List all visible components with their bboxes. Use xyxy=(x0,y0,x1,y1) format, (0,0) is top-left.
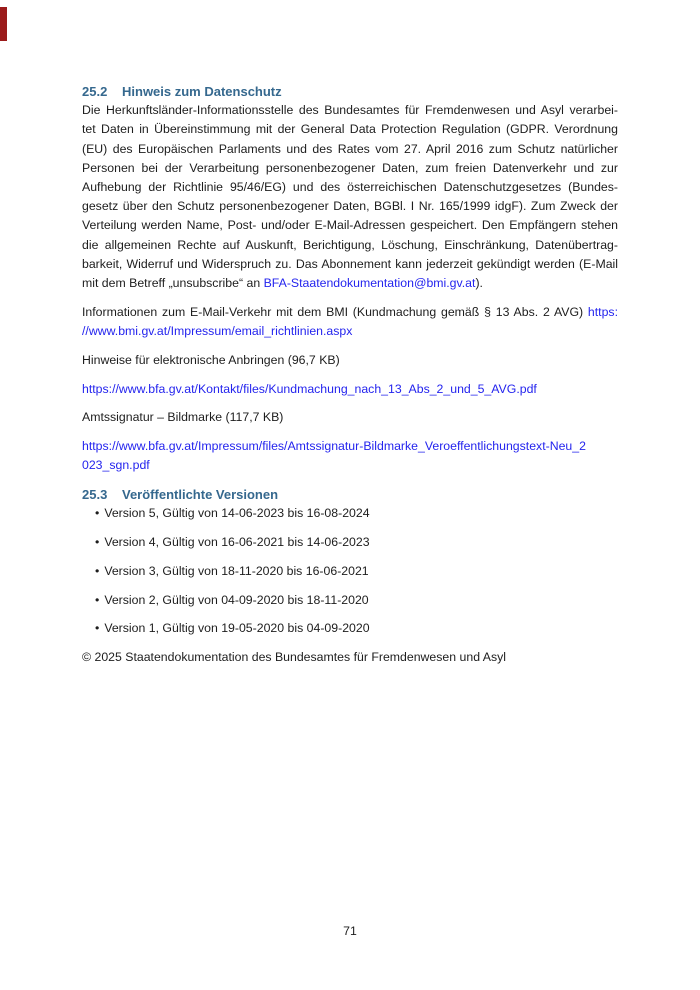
amtssignatur-label: Amtssignatur – Bildmarke (117,7 KB) xyxy=(82,410,284,425)
paragraph-line: (EU) des Europäischen Parlaments und des Rates vom 27. April 2016 zum Schutz natürlicher xyxy=(82,141,618,156)
version-text: • Version 5, Gültig von 14-06-2023 bis 16-08-2024 xyxy=(104,506,370,521)
bmi-richtlinien-link[interactable]: https: xyxy=(587,304,618,319)
paragraph-line: Personen bei der Verarbeitung personenbezogener Daten, zum freien Datenverkehr und zur xyxy=(82,160,618,175)
version-list xyxy=(82,504,618,638)
section-heading-25-2 xyxy=(82,82,618,101)
list-item xyxy=(82,533,618,552)
privacy-paragraph xyxy=(82,101,618,293)
version-text: • Version 4, Gültig von 16-06-2021 bis 14-06-2023 xyxy=(104,535,370,550)
section-heading-25-3 xyxy=(82,485,618,504)
paragraph-text: ). xyxy=(475,276,483,291)
page-edge-red-marker xyxy=(0,7,7,41)
section-number: 25.2 xyxy=(82,84,108,99)
amtssignatur-link-row xyxy=(82,437,618,475)
paragraph-line xyxy=(82,456,618,475)
paragraph-line: Aufhebung der Richtlinie 95/46/EG) und des österreichischen Datenschutzgesetzes (Bundes- xyxy=(82,180,618,195)
paragraph-line: die allgemeinen Rechte auf Auskunft, Berichtigung, Löschung, Einschränkung, Datenübertrag- xyxy=(82,237,618,252)
paragraph-line xyxy=(82,322,618,341)
version-text: • Version 2, Gültig von 04-09-2020 bis 18-11-2020 xyxy=(104,592,369,607)
paragraph-line: tet Daten in Übereinstimmung mit der General Data Protection Regulation (GDPR. Verordnung xyxy=(82,122,618,137)
kundmachung-pdf-link[interactable]: https://www.bfa.gv.at/Kontakt/files/Kundmachung_nach_13_Abs_2_und_5_AVG.pdf xyxy=(82,381,537,396)
list-item xyxy=(82,504,618,523)
bmi-richtlinien-link[interactable]: //www.bmi.gv.at/Impressum/email_richtlinien.aspx xyxy=(82,324,353,339)
paragraph-text: Informationen zum E-Mail-Verkehr mit dem BMI (Kundmachung gemäß § 13 Abs. 2 AVG) xyxy=(82,304,588,319)
page-number: 71 xyxy=(343,924,357,938)
version-text: • Version 1, Gültig von 19-05-2020 bis 04-09-2020 xyxy=(104,621,370,636)
paragraph-line: gesetz über den Schutz personenbezogener Daten, BGBl. I Nr. 165/1999 idgF). Zum Zweck der xyxy=(82,199,618,214)
page-content xyxy=(82,82,618,667)
paragraph-line xyxy=(82,274,618,293)
amtssignatur-pdf-link[interactable]: https://www.bfa.gv.at/Impressum/files/Amtssignatur-Bildmarke_Veroeffentlichungstext-Neu_2 xyxy=(82,439,586,454)
hinweise-label: Hinweise für elektronische Anbringen (96,7 KB) xyxy=(82,352,340,367)
section-title: Veröffentlichte Versionen xyxy=(122,487,279,503)
list-item xyxy=(82,562,618,581)
version-text: • Version 3, Gültig von 18-11-2020 bis 16-06-2021 xyxy=(104,563,369,578)
amtssignatur-pdf-link[interactable]: 023_sgn.pdf xyxy=(82,458,150,473)
list-item xyxy=(82,619,618,638)
list-item xyxy=(82,591,618,610)
paragraph-line: Die Herkunftsländer-Informationsstelle des Bundesamtes für Fremdenwesen und Asyl verarbei- xyxy=(82,103,618,118)
paragraph-line: barkeit, Widerruf und Widerspruch zu. Das Abonnement kann jederzeit gekündigt werden (E-Mail xyxy=(82,256,618,271)
paragraph-line: Verteilung werden Name, Post- und/oder E-Mail-Adressen gespeichert. Den Empfängern stehen xyxy=(82,218,618,233)
email-link[interactable]: BFA-Staatendokumentation@bmi.gv.at xyxy=(263,276,476,291)
paragraph-line xyxy=(82,437,618,456)
kundmachung-link-row xyxy=(82,380,618,399)
section-title: Hinweis zum Datenschutz xyxy=(122,84,282,99)
email-info-paragraph xyxy=(82,303,618,341)
copyright-line: © 2025 Staatendokumentation des Bundesamtes für Fremdenwesen und Asyl xyxy=(82,649,506,664)
paragraph-line xyxy=(82,303,618,322)
section-number: 25.3 xyxy=(82,487,108,503)
paragraph-text: mit dem Betreff „unsubscribe“ an xyxy=(82,276,264,291)
